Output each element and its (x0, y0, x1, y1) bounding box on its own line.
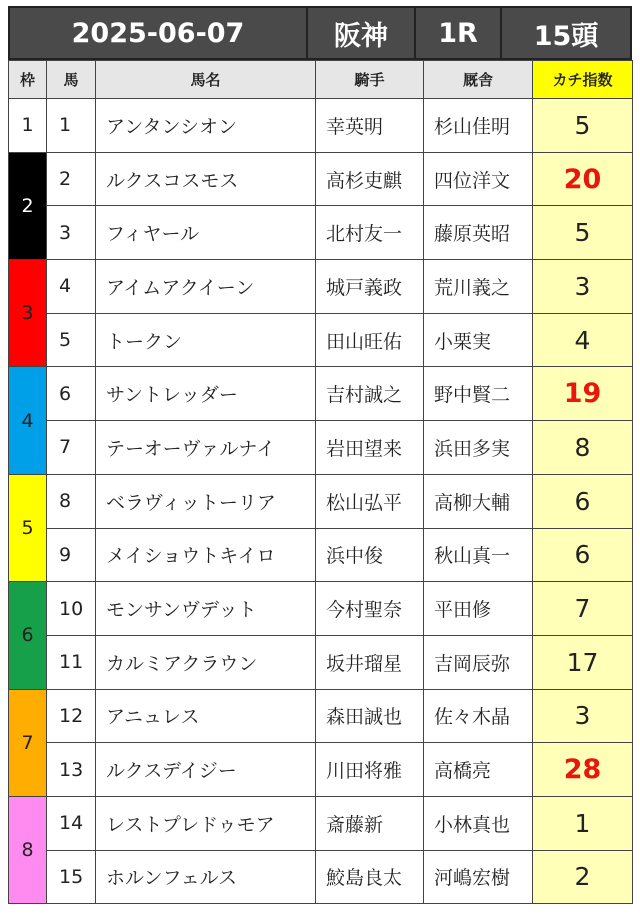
jockey-name: 鮫島良太 (316, 850, 424, 904)
race-number: 1R (416, 8, 502, 58)
horse-name: トークン (96, 313, 316, 367)
waku-cell: 2 (9, 152, 47, 259)
entry-table (8, 60, 633, 904)
col-jockey-header: 騎手 (316, 61, 424, 99)
trainer-name: 四位洋文 (424, 152, 533, 206)
table-row[interactable] (9, 152, 633, 206)
kachi-score: 3 (533, 260, 633, 314)
race-venue: 阪神 (308, 8, 416, 58)
horse-number: 10 (47, 582, 96, 636)
col-trainer-header: 厩舎 (424, 61, 533, 99)
horse-number: 8 (47, 474, 96, 528)
horse-number: 2 (47, 152, 96, 206)
jockey-name: 浜中俊 (316, 528, 424, 582)
horse-name: カルミアクラウン (96, 635, 316, 689)
jockey-name: 今村聖奈 (316, 582, 424, 636)
kachi-score: 1 (533, 796, 633, 850)
table-row[interactable] (9, 582, 633, 636)
kachi-score: 20 (533, 152, 633, 206)
jockey-name: 森田誠也 (316, 689, 424, 743)
kachi-score: 3 (533, 689, 633, 743)
horse-number: 7 (47, 421, 96, 475)
trainer-name: 高柳大輔 (424, 474, 533, 528)
table-row[interactable] (9, 421, 633, 475)
kachi-score: 19 (533, 367, 633, 421)
trainer-name: 佐々木晶 (424, 689, 533, 743)
horse-name: アイムアクイーン (96, 260, 316, 314)
col-waku-header: 枠 (9, 61, 47, 99)
horse-name: ベラヴィットーリア (96, 474, 316, 528)
table-row[interactable] (9, 367, 633, 421)
waku-cell: 1 (9, 99, 47, 153)
horse-number: 1 (47, 99, 96, 153)
horse-number: 9 (47, 528, 96, 582)
kachi-score: 5 (533, 99, 633, 153)
table-row[interactable] (9, 474, 633, 528)
table-row[interactable] (9, 689, 633, 743)
jockey-name: 岩田望来 (316, 421, 424, 475)
trainer-name: 高橋亮 (424, 743, 533, 797)
waku-cell: 7 (9, 689, 47, 796)
jockey-name: 高杉吏麒 (316, 152, 424, 206)
kachi-score: 7 (533, 582, 633, 636)
waku-cell: 5 (9, 474, 47, 581)
jockey-name: 松山弘平 (316, 474, 424, 528)
trainer-name: 吉岡辰弥 (424, 635, 533, 689)
table-row[interactable] (9, 313, 633, 367)
horse-name: ルクスデイジー (96, 743, 316, 797)
horse-name: フィヤール (96, 206, 316, 260)
trainer-name: 荒川義之 (424, 260, 533, 314)
horse-name: アンタンシオン (96, 99, 316, 153)
race-card (8, 6, 632, 904)
table-row[interactable] (9, 850, 633, 904)
waku-cell: 6 (9, 582, 47, 689)
horse-name: モンサンヴデット (96, 582, 316, 636)
jockey-name: 坂井瑠星 (316, 635, 424, 689)
horse-number: 13 (47, 743, 96, 797)
horse-name: アニュレス (96, 689, 316, 743)
kachi-score: 4 (533, 313, 633, 367)
jockey-name: 幸英明 (316, 99, 424, 153)
table-row[interactable] (9, 796, 633, 850)
horse-number: 4 (47, 260, 96, 314)
horse-name: メイショウトキイロ (96, 528, 316, 582)
horse-name: テーオーヴァルナイ (96, 421, 316, 475)
jockey-name: 城戸義政 (316, 260, 424, 314)
table-header-row (9, 61, 633, 99)
table-row[interactable] (9, 206, 633, 260)
horse-number: 5 (47, 313, 96, 367)
trainer-name: 平田修 (424, 582, 533, 636)
waku-cell: 3 (9, 260, 47, 367)
race-header (8, 6, 632, 60)
horse-name: ホルンフェルス (96, 850, 316, 904)
table-row[interactable] (9, 528, 633, 582)
jockey-name: 川田将雅 (316, 743, 424, 797)
kachi-score: 6 (533, 528, 633, 582)
kachi-score: 5 (533, 206, 633, 260)
jockey-name: 吉村誠之 (316, 367, 424, 421)
kachi-score: 2 (533, 850, 633, 904)
horse-number: 14 (47, 796, 96, 850)
race-date: 2025-06-07 (10, 8, 308, 58)
table-row[interactable] (9, 635, 633, 689)
kachi-score: 6 (533, 474, 633, 528)
kachi-score: 8 (533, 421, 633, 475)
trainer-name: 秋山真一 (424, 528, 533, 582)
waku-cell: 4 (9, 367, 47, 474)
col-horse-header: 馬名 (96, 61, 316, 99)
trainer-name: 小栗実 (424, 313, 533, 367)
col-uma-header: 馬 (47, 61, 96, 99)
horse-name: レストプレドゥモア (96, 796, 316, 850)
trainer-name: 杉山佳明 (424, 99, 533, 153)
horse-number: 12 (47, 689, 96, 743)
entry-body (9, 99, 633, 904)
runner-count: 15頭 (533, 20, 599, 52)
trainer-name: 河嶋宏樹 (424, 850, 533, 904)
col-score-header: カチ指数 (533, 61, 633, 99)
jockey-name: 北村友一 (316, 206, 424, 260)
table-row[interactable] (9, 99, 633, 153)
trainer-name: 藤原英昭 (424, 206, 533, 260)
jockey-name: 斎藤新 (316, 796, 424, 850)
horse-number: 3 (47, 206, 96, 260)
jockey-name: 田山旺佑 (316, 313, 424, 367)
kachi-score: 17 (533, 635, 633, 689)
table-row[interactable] (9, 743, 633, 797)
table-row[interactable] (9, 260, 633, 314)
horse-name: サントレッダー (96, 367, 316, 421)
trainer-name: 小林真也 (424, 796, 533, 850)
horse-number: 6 (47, 367, 96, 421)
trainer-name: 野中賢二 (424, 367, 533, 421)
kachi-score: 28 (533, 743, 633, 797)
horse-number: 15 (47, 850, 96, 904)
trainer-name: 浜田多実 (424, 421, 533, 475)
waku-cell: 8 (9, 796, 47, 903)
horse-number: 11 (47, 635, 96, 689)
horse-name: ルクスコスモス (96, 152, 316, 206)
